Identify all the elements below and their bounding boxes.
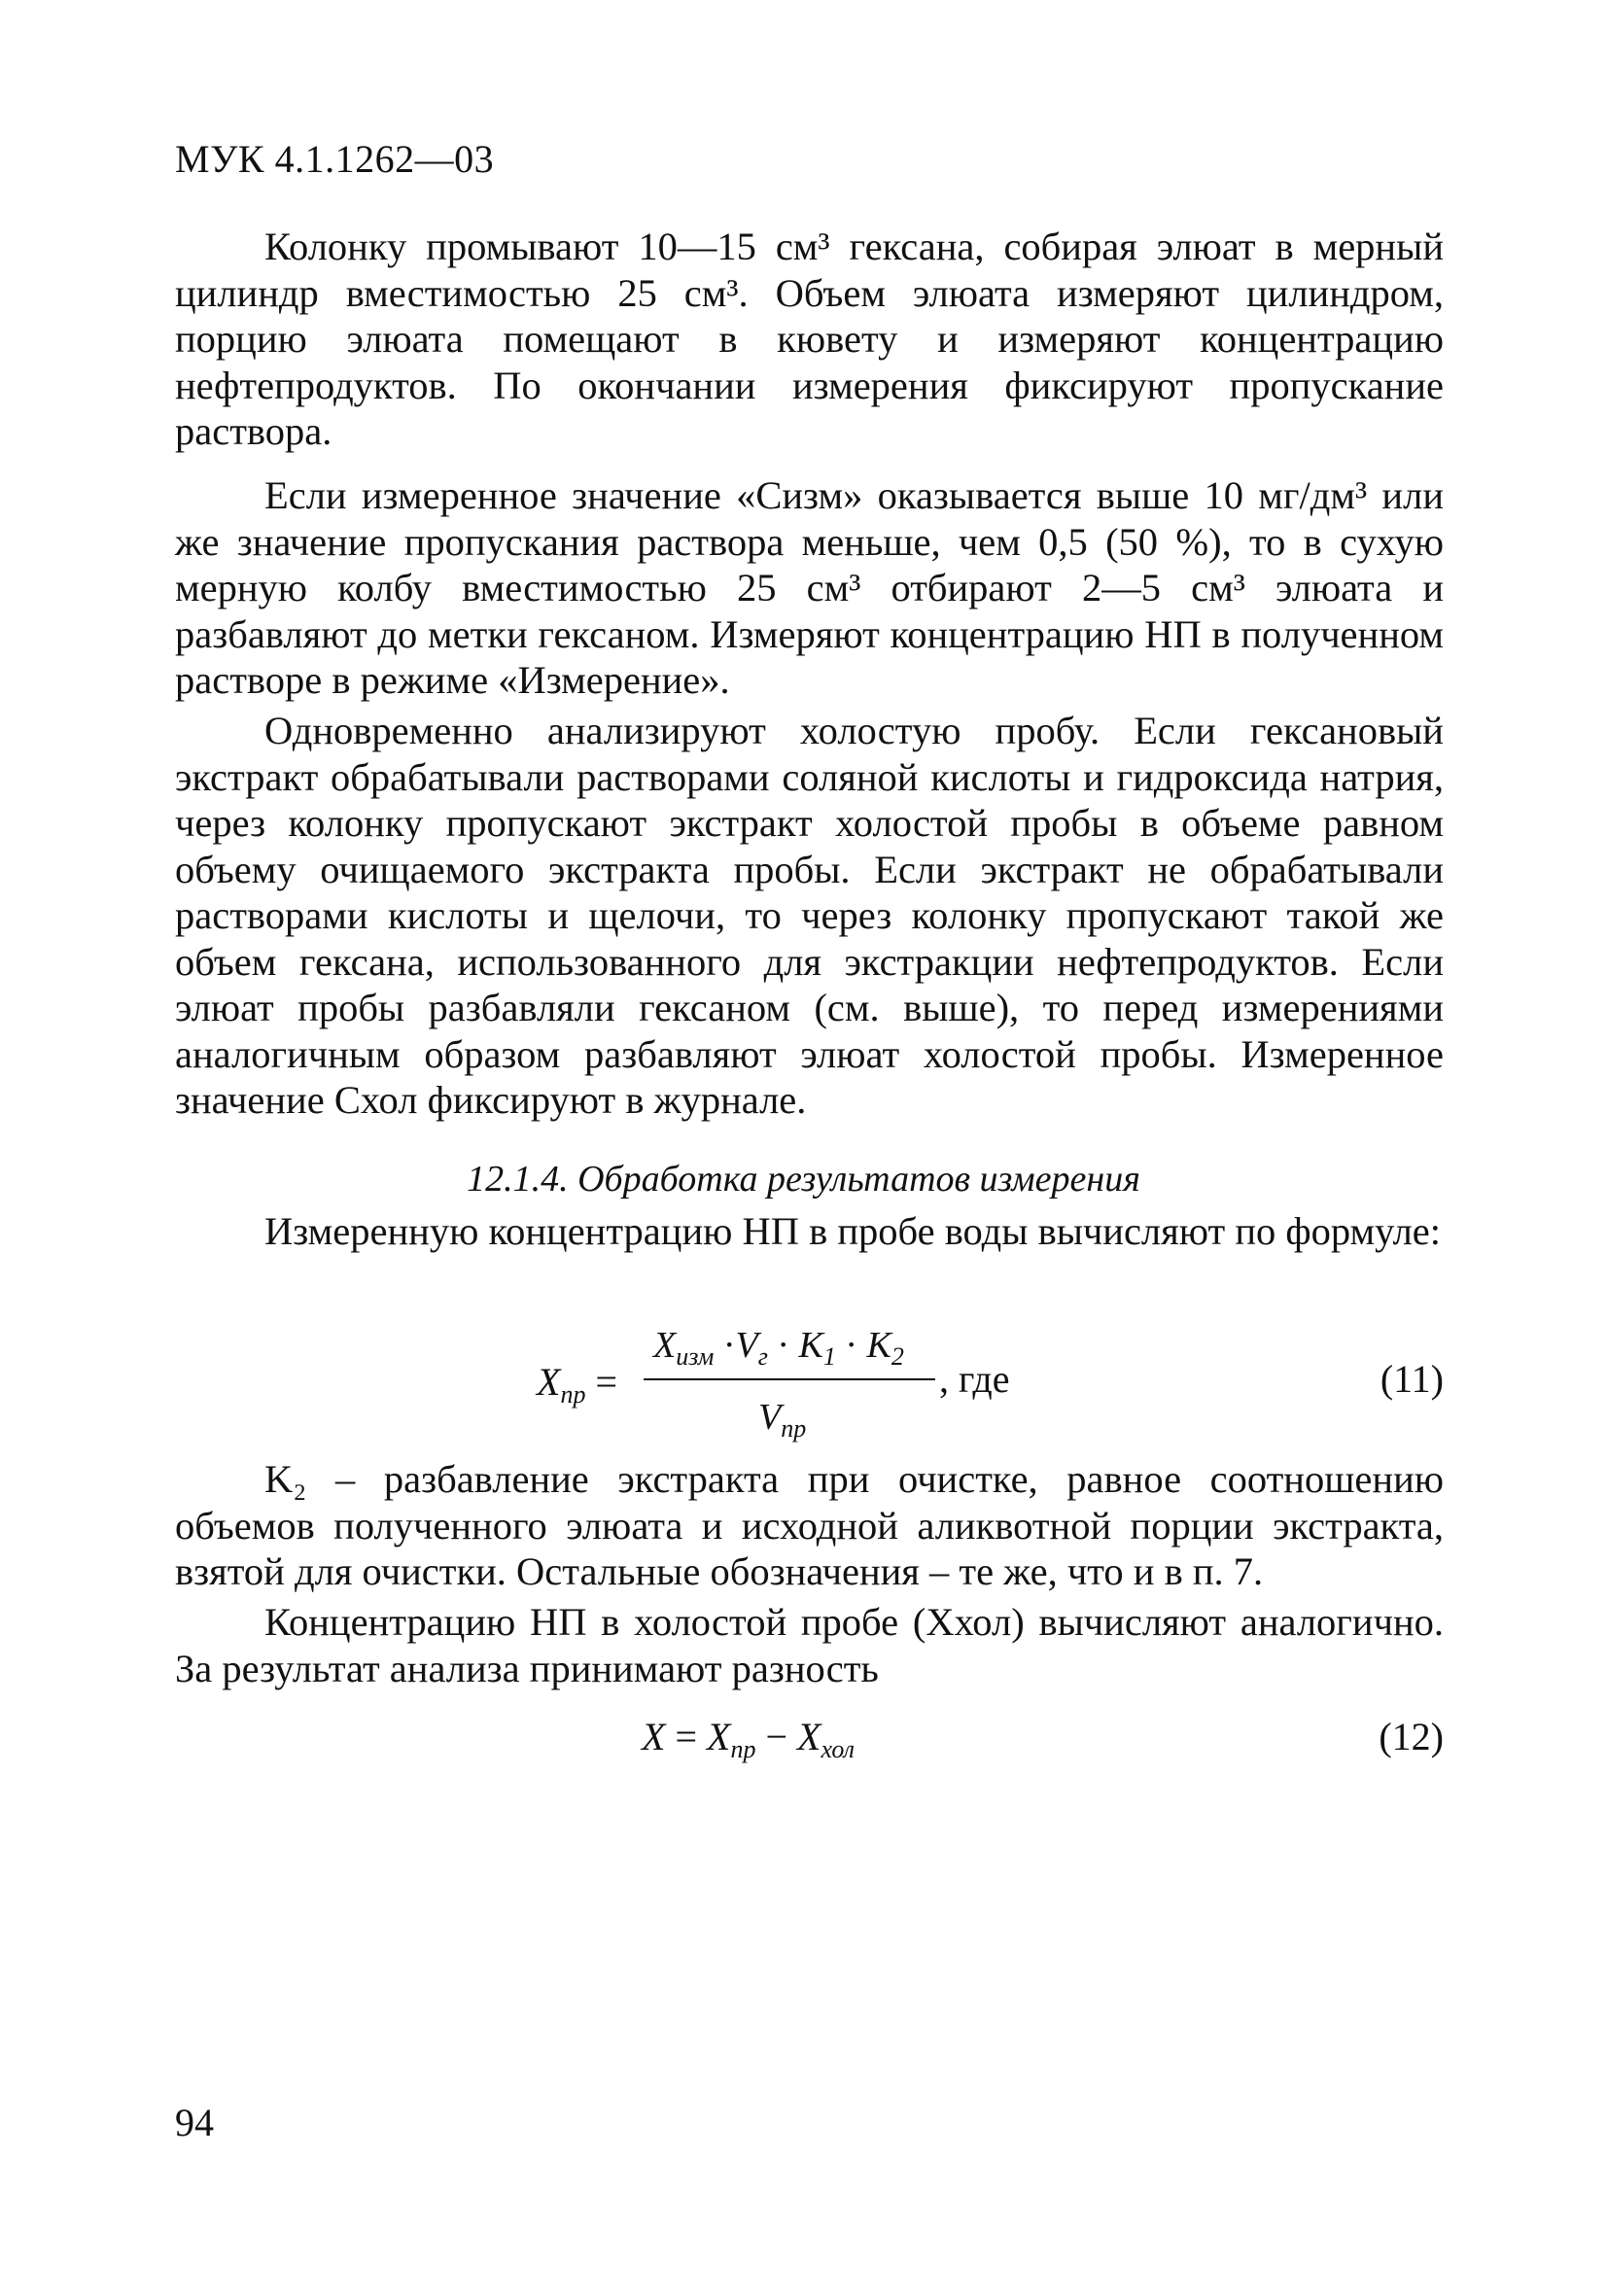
document-code: МУК 4.1.1262—03 (175, 137, 495, 181)
page-number: 94 (175, 2101, 214, 2144)
equation-number-12: (12) (1379, 1715, 1444, 1758)
paragraph-k2-definition: K₂ – разбавление экстракта при очистке, равное соотношению объемов полученного элюата и исходной аликвотной порции экстракта, взятой для очистки. Остальные обозначения – те же, что и в п. 7. (175, 1457, 1444, 1593)
equation-number-11: (11) (1380, 1357, 1444, 1401)
formula-11-numerator: $X_{изм} \cdot V_г \cdot K_1 \cdot K_2$ (653, 1325, 904, 1371)
paragraph-blank-concentration: Концентрацию НП в холостой пробе (Xхол) вычисляют аналогично. За результат анализа принимают разность (175, 1600, 1444, 1690)
formula-11-denominator: $V_{пр}$ (758, 1397, 807, 1443)
formula-11-tail: , где (939, 1357, 1010, 1401)
paragraph-dilution: Если измеренное значение «Cизм» оказывается выше 10 мг/дм³ или же значение пропускания раствора меньше, чем 0,5 (50 %), то в сухую мерную колбу вместимостью 25 см³ отбирают 2—5 см³ элюата и разбавляют до метки гексаном. Измеряют концентрацию НП в полученном растворе в режиме «Измерение». (175, 473, 1444, 702)
formula-11-lhs: $X_{пр}$ = (537, 1360, 617, 1409)
paragraph-blank-sample: Одновременно анализируют холостую пробу. Если гексановый экстракт обрабатывали растворами соляной кислоты и гидроксида натрия, через колонку пропускают экстракт холостой пробы в объеме равном объему очищаемого экстракта пробы. Если экстракт не обрабатывали растворами кислоты и щелочи, то через колонку пропускают такой же объем гексана, использованного для экстракции нефтепродуктов. Если элюат пробы разбавляли гексаном (см. выше), то перед измерениями аналогичным образом разбавляют элюат холостой пробы. Измеренное значение Cхол фиксируют в журнале. (175, 709, 1444, 1122)
formula-11-fraction-bar (644, 1378, 935, 1380)
formula-12-expression: $X = X_{пр} - X_{хол}$ (642, 1715, 856, 1763)
paragraph-column-wash: Колонку промывают 10—15 см³ гексана, собирая элюат в мерный цилиндр вместимостью 25 см³. Объем элюата измеряют цилиндром, порцию элюата помещают в кювету и измеряют концентрацию нефтепродуктов. По окончании измерения фиксируют пропускание раствора. (175, 225, 1444, 453)
paragraph-formula-intro: Измеренную концентрацию НП в пробе воды вычисляют по формуле: (264, 1209, 1442, 1253)
section-heading: 12.1.4. Обработка результатов измерения (467, 1159, 1140, 1200)
